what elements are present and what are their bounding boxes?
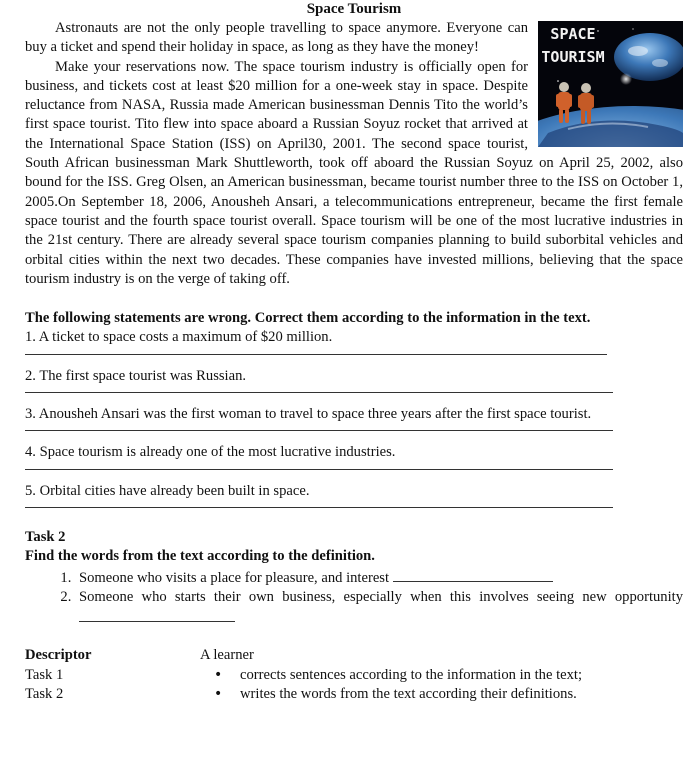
worksheet-page bbox=[25, 0, 683, 704]
image-caption bbox=[538, 24, 608, 67]
descriptor-learner: A learner bbox=[200, 647, 254, 664]
answer-line-4[interactable] bbox=[25, 469, 613, 470]
descriptor-task-1: Task 1 bbox=[25, 666, 64, 683]
answer-line-2[interactable] bbox=[25, 392, 613, 393]
statement-1: 1. A ticket to space costs a maximum of $20 million. bbox=[25, 329, 333, 346]
image-caption-line2: TOURISM bbox=[541, 48, 605, 66]
statement-2: 2. The first space tourist was Russian. bbox=[25, 367, 247, 384]
answer-line-1[interactable] bbox=[25, 354, 607, 355]
statement-4: 4. Space tourism is already one of the most lucrative industries. bbox=[25, 444, 396, 461]
descriptor-criteria bbox=[200, 666, 683, 705]
answer-line-3[interactable] bbox=[25, 430, 613, 431]
task2-instruction: Find the words from the text according to the definition. bbox=[25, 548, 375, 565]
definition-item bbox=[75, 588, 683, 629]
statement-5: 5. Orbital cities have already been built in space. bbox=[25, 482, 310, 499]
task1-instruction: The following statements are wrong. Correct them according to the information in the text. bbox=[25, 310, 591, 327]
paragraph-main: Make your reservations now. The space tourism industry is officially open for business, and tickets cost at least $20 million for a one-week stay in space. Despite reluctance from NASA, Russia made American businessman Dennis Tito the world’s first space tourist. Tito flew into space aboard a Russian Soyuz rocket that arrived at the International Space Station (ISS) on April30, 2001. The second space tourist, South African businessman Mark Shuttleworth, took off aboard the Russian Soyuz on April 25, 2002, also bound for the ISS. Greg Olsen, an American businessman, became tourist number three to the ISS on October 1, 2005.On September 18, 2006, Anousheh Ansari, a telecommunications entrepreneur, became the first female space tourist and the fourth space tourist overall. Space tourism will be one of the most lucrative industries in the 21st century. There are already several space tourism companies planning to build suborbital vehicles and orbital cities within the next two decades. These companies have invested millions, believing that the space tourism industry is on the verge of taking off. bbox=[25, 58, 683, 287]
definition-item bbox=[75, 567, 683, 588]
image-caption-line1: SPACE bbox=[550, 25, 596, 43]
page-title: Space Tourism bbox=[306, 1, 402, 17]
answer-line-5[interactable] bbox=[25, 507, 613, 508]
descriptor-task-2: Task 2 bbox=[25, 686, 64, 703]
criterion-1: • corrects sentences according to the information in the text; bbox=[240, 666, 683, 685]
definition-answer-1[interactable] bbox=[393, 567, 553, 582]
descriptor-section bbox=[25, 646, 683, 704]
task2-heading: Task 2 bbox=[25, 528, 66, 545]
definition-2: Someone who starts their own business, especially when this involves seeing new opportunity bbox=[79, 588, 683, 605]
criterion-2: • writes the words from the text according their definitions. bbox=[240, 685, 683, 704]
definition-1: Someone who visits a place for pleasure, and interest bbox=[79, 569, 390, 586]
astronauts-earth-illustration bbox=[538, 21, 683, 147]
definition-answer-2[interactable] bbox=[79, 607, 235, 622]
definitions-list bbox=[25, 567, 683, 629]
statement-3: 3. Anousheh Ansari was the first woman to travel to space three years after the first space tourist. bbox=[25, 406, 592, 423]
paragraph-intro: Astronauts are not the only people travelling to space anymore. Everyone can buy a ticket and spend their holiday in space, as long as they have the money! bbox=[25, 20, 528, 56]
descriptor-heading: Descriptor bbox=[25, 647, 92, 664]
